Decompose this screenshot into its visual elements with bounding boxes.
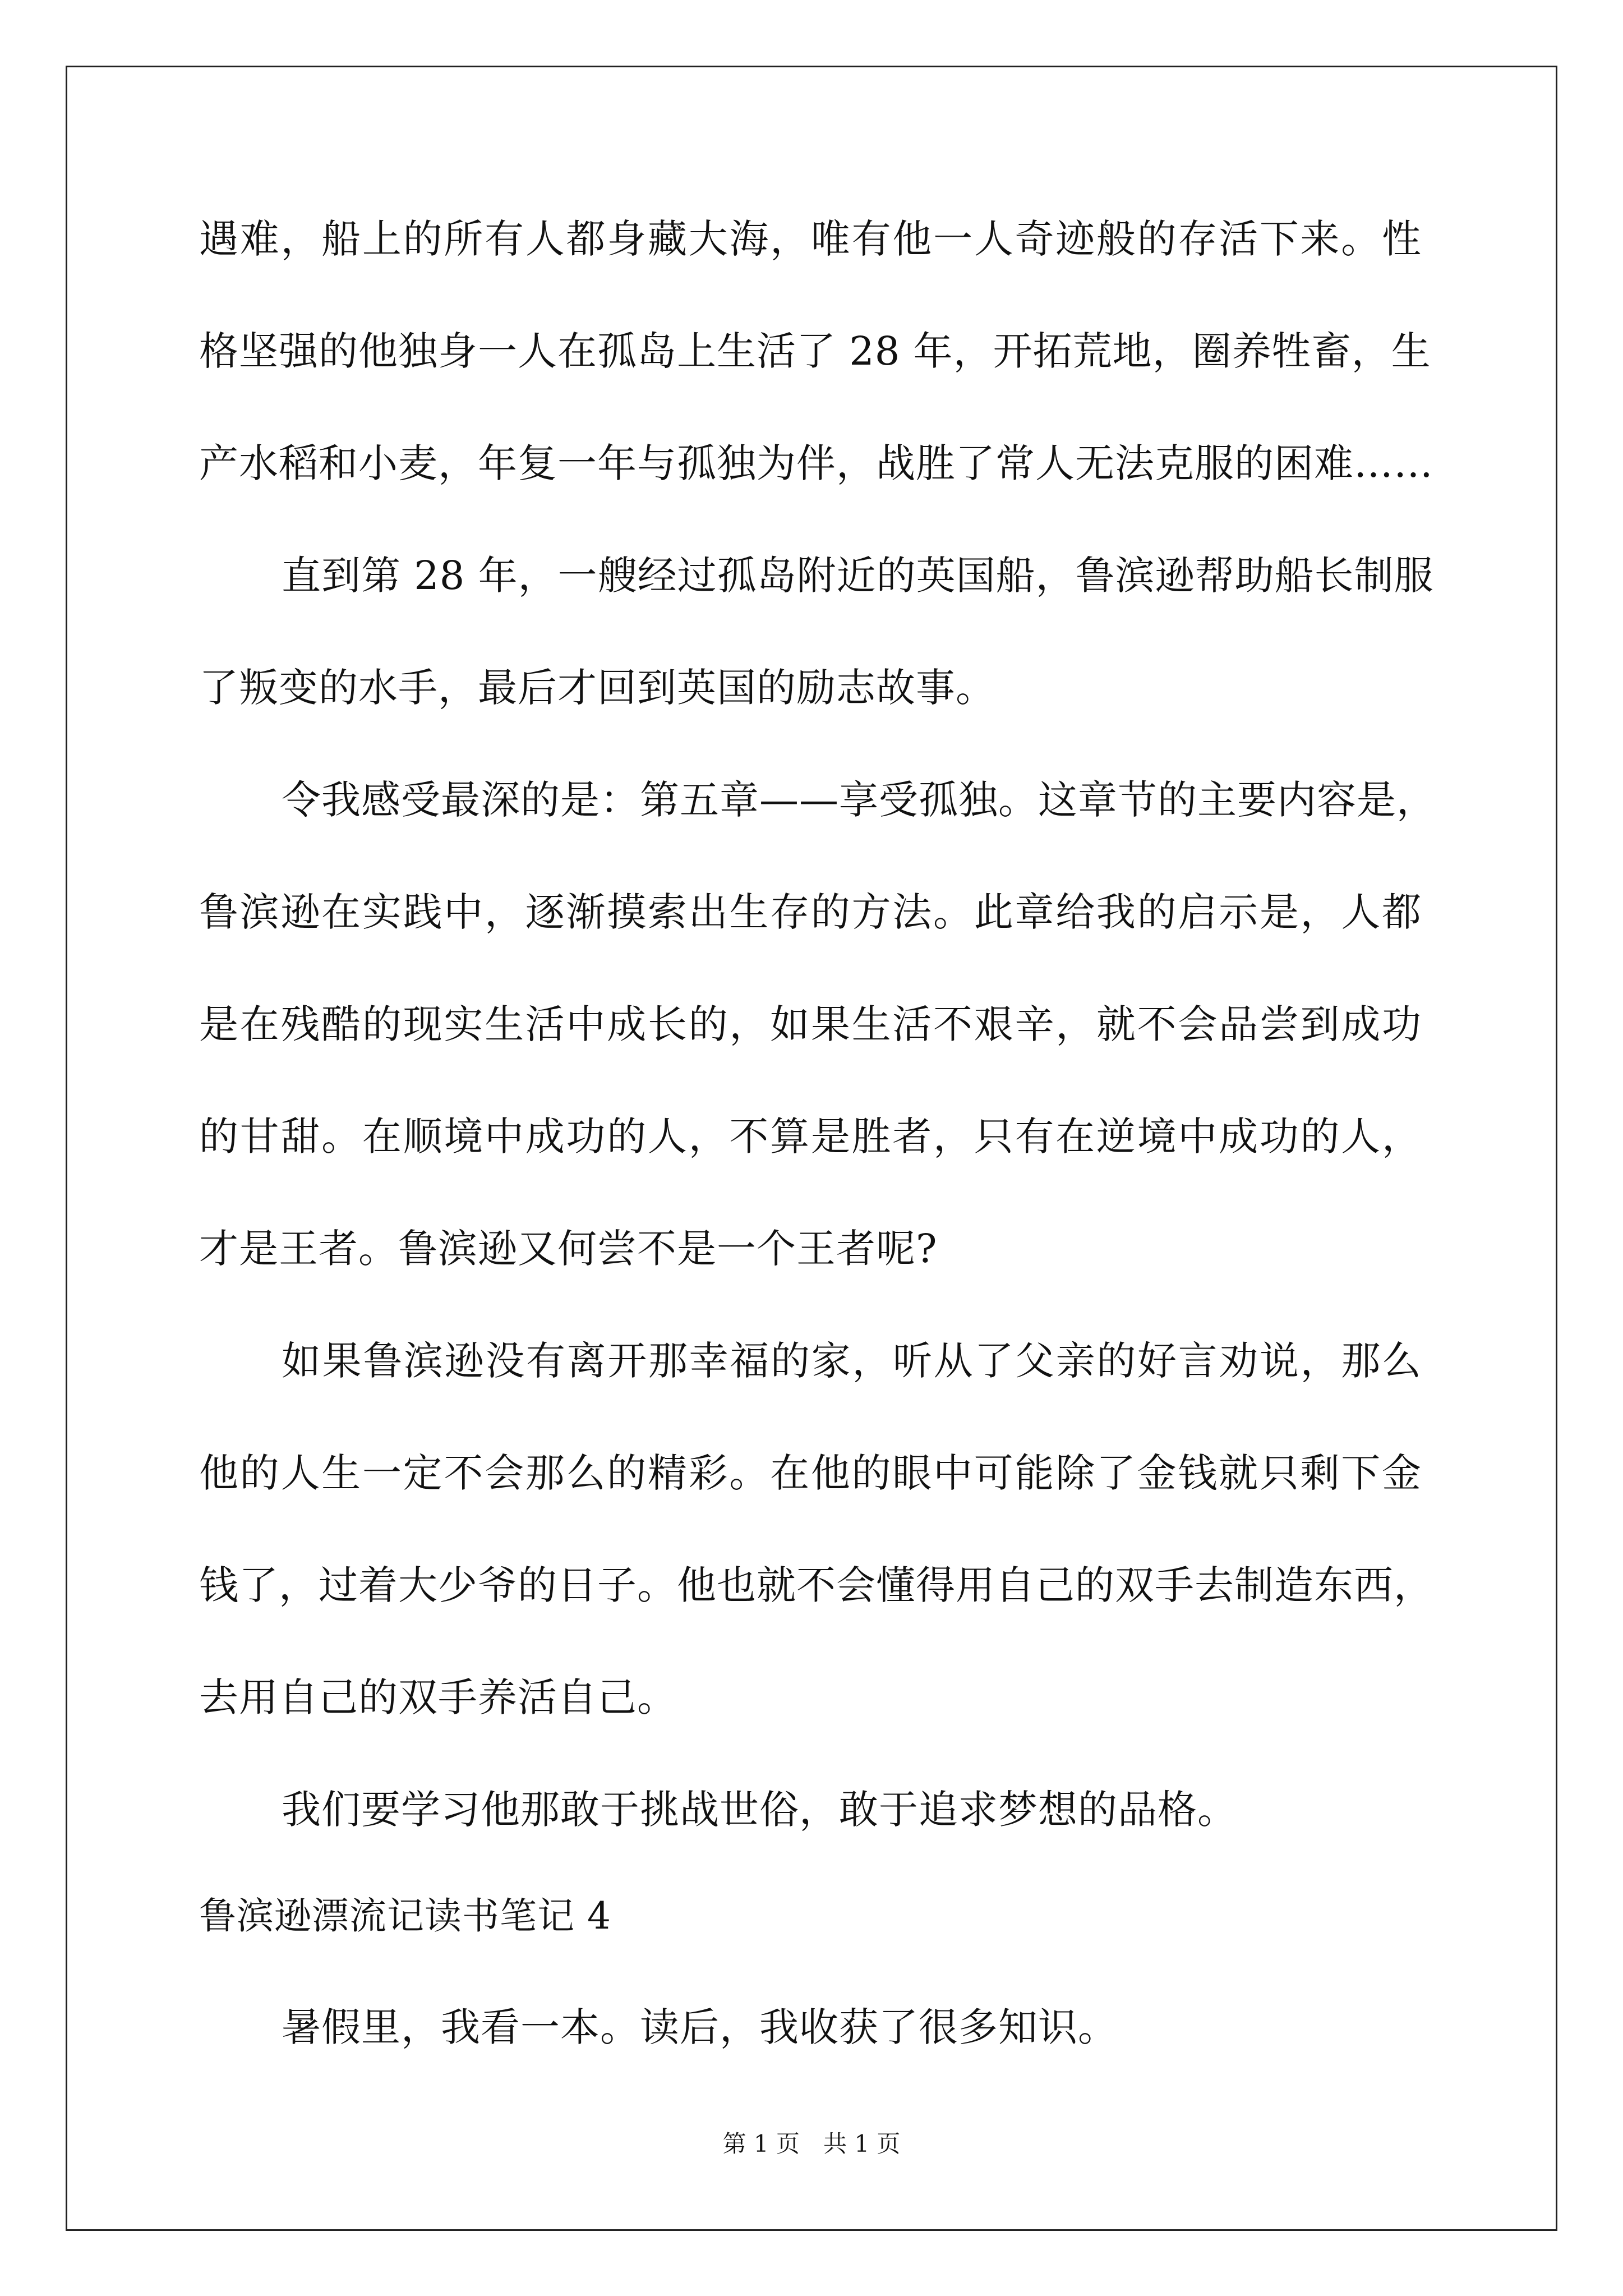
paragraph-line: 如果鲁滨逊没有离开那幸福的家，听从了父亲的好言劝说，那么	[282, 1338, 1422, 1384]
paragraph-line: 直到第 28 年，一艘经过孤岛附近的英国船，鲁滨逊帮助船长制服	[282, 553, 1434, 599]
paragraph-line: 令我感受最深的是：第五章——享受孤独。这章节的主要内容是，	[282, 777, 1436, 823]
paragraph-line: 才是王者。鲁滨逊又何尝不是一个王者呢?	[199, 1226, 938, 1272]
paragraph-line: 鲁滨逊在实践中，逐渐摸索出生存的方法。此章给我的启示是，人都	[199, 889, 1422, 935]
paragraph-line: 我们要学习他那敢于挑战世俗，敢于追求梦想的品格。	[282, 1787, 1237, 1833]
paragraph-line: 钱了，过着大少爷的日子。他也就不会懂得用自己的双手去制造东西，	[199, 1562, 1433, 1608]
paragraph-line: 他的人生一定不会那么的精彩。在他的眼中可能除了金钱就只剩下金	[199, 1450, 1422, 1496]
paragraph-line: 的甘甜。在顺境中成功的人，不算是胜者，只有在逆境中成功的人，	[199, 1114, 1422, 1159]
page-number-footer: 第 1 页 共 1 页	[722, 2130, 901, 2157]
paragraph-line: 产水稻和小麦，年复一年与孤独为伴，战胜了常人无法克服的困难……	[199, 440, 1433, 486]
paragraph-line: 去用自己的双手养活自己。	[199, 1674, 677, 1720]
section-heading: 鲁滨逊漂流记读书笔记 4	[199, 1894, 611, 1938]
paragraph-line: 格坚强的他独身一人在孤岛上生活了 28 年，开拓荒地，圈养牲畜，生	[199, 328, 1431, 374]
paragraph-line: 遇难，船上的所有人都身藏大海，唯有他一人奇迹般的存活下来。性	[199, 216, 1422, 262]
paragraph-line: 暑假里，我看一本。读后，我收获了很多知识。	[282, 2004, 1118, 2050]
paragraph-line: 是在残酷的现实生活中成长的，如果生活不艰辛，就不会品尝到成功	[199, 1001, 1422, 1047]
paragraph-line: 了叛变的水手，最后才回到英国的励志故事。	[199, 665, 995, 711]
